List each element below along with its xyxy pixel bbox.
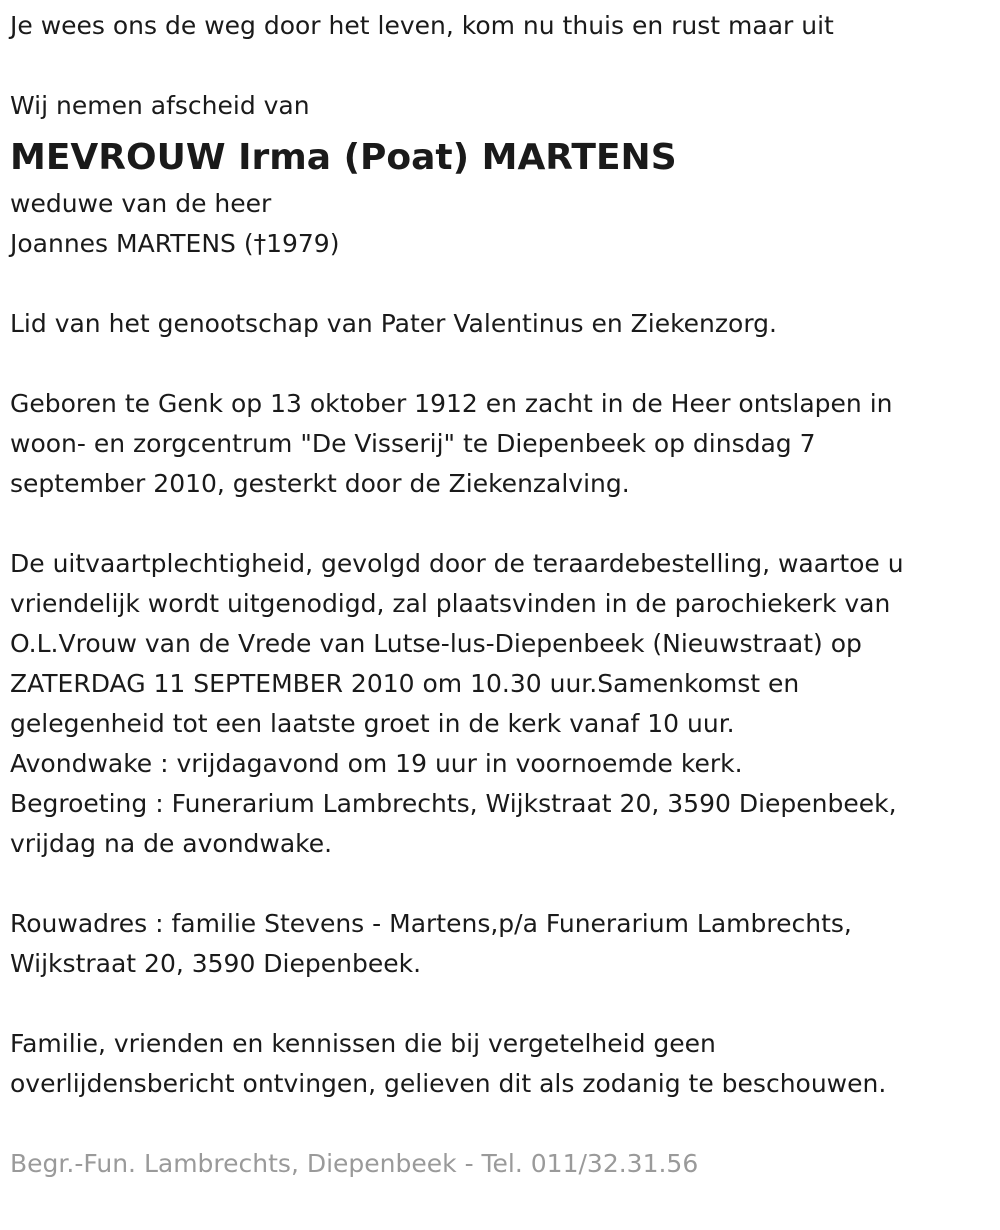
spacer (10, 264, 990, 304)
membership-text: Lid van het genootschap van Pater Valentinus en Ziekenzorg. (10, 309, 777, 338)
relation-line: weduwe van de heer (10, 189, 272, 218)
paragraph-line: gelegenheid tot een laatste groet in de kerk vanaf 10 uur. (10, 709, 735, 738)
paragraph-line: Wijkstraat 20, 3590 Diepenbeek. (10, 949, 422, 978)
spacer (10, 46, 990, 86)
address-paragraph (10, 904, 990, 984)
obituary-document (10, 6, 990, 1184)
spacer (10, 504, 990, 544)
funeral-home-footer: Begr.-Fun. Lambrechts, Diepenbeek - Tel. 011/32.31.56 (10, 1149, 699, 1178)
paragraph-line: Familie, vrienden en kennissen die bij vergetelheid geen (10, 1029, 716, 1058)
motto-text: Je wees ons de weg door het leven, kom nu thuis en rust maar uit (10, 11, 834, 40)
paragraph-line: woon- en zorgcentrum "De Visserij" te Diepenbeek op dinsdag 7 (10, 429, 816, 458)
paragraph-line: O.L.Vrouw van de Vrede van Lutse-lus-Diepenbeek (Nieuwstraat) op (10, 629, 862, 658)
spacer (10, 864, 990, 904)
ceremony-paragraph (10, 544, 990, 864)
paragraph-line: Begroeting : Funerarium Lambrechts, Wijkstraat 20, 3590 Diepenbeek, (10, 789, 897, 818)
deceased-name: MEVROUW Irma (Poat) MARTENS (10, 137, 677, 178)
paragraph-line: Avondwake : vrijdagavond om 19 uur in voornoemde kerk. (10, 749, 743, 778)
notice-paragraph (10, 1024, 990, 1104)
paragraph-line: vriendelijk wordt uitgenodigd, zal plaatsvinden in de parochiekerk van (10, 589, 891, 618)
paragraph-line: ZATERDAG 11 SEPTEMBER 2010 om 10.30 uur.Samenkomst en (10, 669, 800, 698)
paragraph-line: vrijdag na de avondwake. (10, 829, 333, 858)
birth-death-paragraph (10, 384, 990, 504)
spacer (10, 1104, 990, 1144)
intro-text: Wij nemen afscheid van (10, 91, 310, 120)
spacer (10, 984, 990, 1024)
paragraph-line: overlijdensbericht ontvingen, gelieven dit als zodanig te beschouwen. (10, 1069, 887, 1098)
paragraph-line: Geboren te Genk op 13 oktober 1912 en zacht in de Heer ontslapen in (10, 389, 893, 418)
spacer (10, 344, 990, 384)
paragraph-line: september 2010, gesterkt door de Ziekenzalving. (10, 469, 630, 498)
relation-line: Joannes MARTENS (†1979) (10, 229, 340, 258)
paragraph-line: Rouwadres : familie Stevens - Martens,p/a Funerarium Lambrechts, (10, 909, 852, 938)
paragraph-line: De uitvaartplechtigheid, gevolgd door de teraardebestelling, waartoe u (10, 549, 904, 578)
